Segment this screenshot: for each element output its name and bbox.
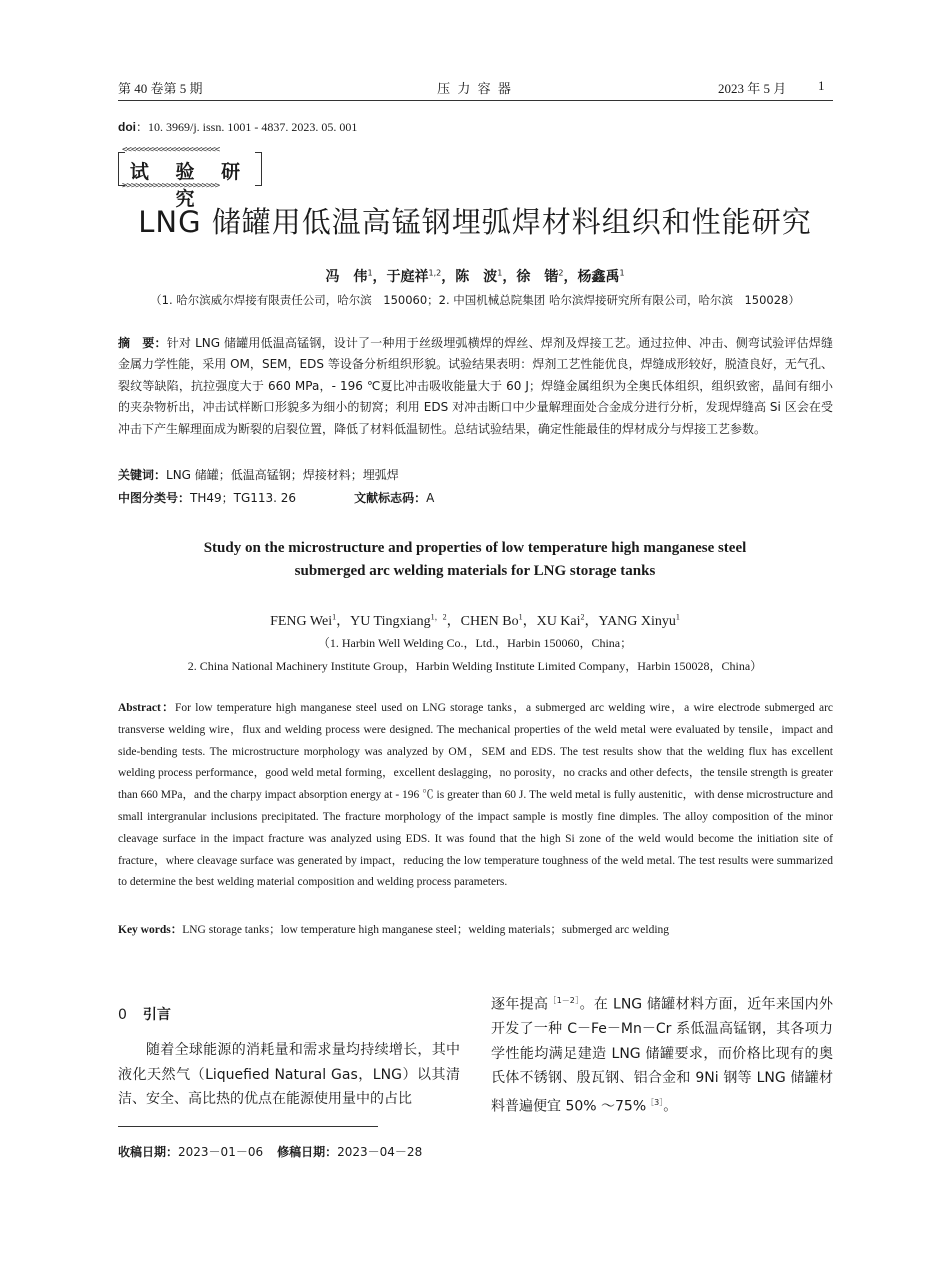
column-border-bottom: >>>>>>>>>>>>>>>>>>>>>> xyxy=(122,182,220,190)
english-affiliation-2: 2. China National Machinery Institute Group，Harbin Welding Institute Limited Company，Harbin 150028，China） xyxy=(187,659,763,673)
abstract-cn-label: 摘 要： xyxy=(118,336,167,350)
keywords-cn-text: LNG 储罐；低温高锰钢；焊接材料；埋弧焊 xyxy=(166,468,399,482)
doi-line xyxy=(118,118,357,135)
header-date: 2023 年 5 月 xyxy=(718,81,787,96)
doc-code-value: A xyxy=(426,491,435,505)
author-4: ，徐 锴 xyxy=(502,269,559,285)
body-left-column: 随着全球能源的消耗量和需求量均持续增长，其中液化天然气（Liquefied Natural Gas，LNG）以其清洁、安全、高比热的优点在能源使用量中的占比 xyxy=(118,1042,460,1108)
author-3: ，陈 波 xyxy=(441,269,498,285)
section-heading xyxy=(118,1004,171,1024)
column-border-top: <<<<<<<<<<<<<<<<<<<<<< xyxy=(122,146,220,154)
abstract-cn xyxy=(118,333,833,440)
column-label: 试 验 研 究 xyxy=(129,161,251,210)
english-title-line-1: Study on the microstructure and properties of low temperature high manganese steel xyxy=(203,540,747,556)
citation-3: ［3］ xyxy=(646,1098,664,1108)
revised-date: 2023－04－28 xyxy=(337,1145,423,1159)
footnote-rule xyxy=(118,1126,378,1127)
abstract-cn-text: 针对 LNG 储罐用低温高锰钢，设计了一种用于丝级埋弧横焊的焊丝、焊剂及焊接工艺。通过拉伸、冲击、侧弯试验评估焊缝金属力学性能，采用 OM，SEM，EDS 等设备分析组织形貌。试验结果表明：焊剂工艺性能优良，焊缝成形较好，脱渣良好，无气孔、裂纹等缺陷，抗拉强度大于 660 MPa，- 196 ℃夏比冲击吸收能量大于 60 J；焊缝金属组织为全奥氏体组织，组织致密，晶间有细小的夹杂物析出，冲击试样断口形貌多为细小的韧窝；利用 EDS 对冲击断口中少量解理面处合金成分进行分析，发现焊缝高 Si 区会在受冲击下产生解理面成为断裂的启裂位置，降低了材料低温韧性。总结试验结果，确定性能最佳的焊材成分与焊接工艺参数。 xyxy=(118,336,833,436)
keywords-en xyxy=(118,920,833,942)
doi-value: ：10. 3969/j. issn. 1001 - 4837. 2023. 05. 001 xyxy=(136,120,358,134)
doi-label: doi xyxy=(118,120,136,134)
header-rule xyxy=(118,100,833,101)
clc-value: TH49；TG113. 26 xyxy=(190,491,297,505)
keywords-cn xyxy=(118,465,833,486)
body-right-column: 逐年提高$^{[1-2]}$。在 LNG 储罐材料方面，近年来国内外开发了一种 C－Fe－Mn－Cr 系低温高锰钢，其各项力学性能均满足建造 LNG 储罐要求，而价格比现有的奥氏体不锈钢、殷瓦钢、铝合金和 9Ni 钢等 LNG 储罐材料普遍便宜 50% ～75%$^{[3]}$。 xyxy=(491,996,833,1115)
english-affiliation-1: （1. Harbin Well Welding Co.，Ltd.，Harbin 150060，China； xyxy=(317,636,633,650)
footnote-dates: 收稿日期：2023－01－06 修稿日期：2023－04－28 xyxy=(118,1145,423,1159)
english-author-list: FENG Wei$^1$，YU Tingxiang$^{1,2}$，CHEN Bo$^1$，XU Kai$^2$，YANG Xinyu$^1$ xyxy=(270,612,680,629)
header-journal: 压 力 容 器 xyxy=(437,81,513,96)
header-page-number: 1 xyxy=(818,78,825,93)
section-number: 0 xyxy=(118,1007,127,1023)
abstract-en-label: Abstract： xyxy=(118,702,176,714)
column-tag xyxy=(118,146,262,210)
keywords-cn-label: 关键词： xyxy=(118,468,167,482)
citation-1-2: ［1－2］ xyxy=(548,996,580,1005)
abstract-en xyxy=(118,698,833,894)
paper-title: LNG 储罐用低温高锰钢埋弧焊材料组织和性能研究 xyxy=(138,205,812,239)
doc-code-label: 文献标志码： xyxy=(354,491,427,505)
keywords-en-text: LNG storage tanks；low temperature high manganese steel；welding materials；submerged arc welding xyxy=(182,924,670,936)
received-date: 2023－01－06 xyxy=(178,1145,264,1159)
english-title-line-2: submerged arc welding materials for LNG storage tanks xyxy=(294,563,656,579)
clc-label: 中图分类号： xyxy=(118,491,191,505)
affiliations: （1. 哈尔滨威尔焊接有限责任公司，哈尔滨 150060；2. 中国机械总院集团 哈尔滨焊接研究所有限公司，哈尔滨 150028） xyxy=(150,293,800,307)
author-list: 冯 伟$^1$，于庭祥$^{1,2}$，陈 波$^1$，徐 锴$^2$，杨鑫禹$^1$ xyxy=(325,268,625,285)
abstract-en-text: For low temperature high manganese steel used on LNG storage tanks，a submerged arc welding wire，a wire electrode submerged arc transverse welding wire，flux and welding process were designed. The mechanical properties of the weld metal were evaluated by tensile，impact and side-bending tests. The microstructure morphology was analyzed by OM，SEM and EDS. The test results show that the welding flux has excellent welding process performance，good weld metal forming，excellent deslagging，no porosity，no cracks and other defects，the tensile strength is greater than 660 MPa，and the charpy impact absorption energy at - 196 ℃ is greater than 60 J. The weld metal is fully austenitic，with dense microstructure and small intergranular inclusions precipitated. The fracture morphology of the impact sample is mostly fine dimples. The alloy composition of the minor cleavage surface in the impact fracture was analyzed using EDS. It was found that the high Si zone of the weld would become the initiation site of fracture，where cleavage surface was generated by impact，reducing the low temperature toughness of the weld metal. The test results were summarized to determine the best welding material composition and welding process parameters. xyxy=(118,702,834,889)
author-5: ，杨鑫禹 xyxy=(563,269,620,285)
header-volume: 第 40 卷第 5 期 xyxy=(118,81,203,96)
keywords-en-label: Key words： xyxy=(118,924,183,936)
author-2: ，于庭祥 xyxy=(372,269,429,285)
classification-line xyxy=(118,488,833,509)
section-title: 引言 xyxy=(142,1007,171,1023)
english-title xyxy=(0,537,950,583)
author-1: 冯 伟 xyxy=(325,269,368,285)
